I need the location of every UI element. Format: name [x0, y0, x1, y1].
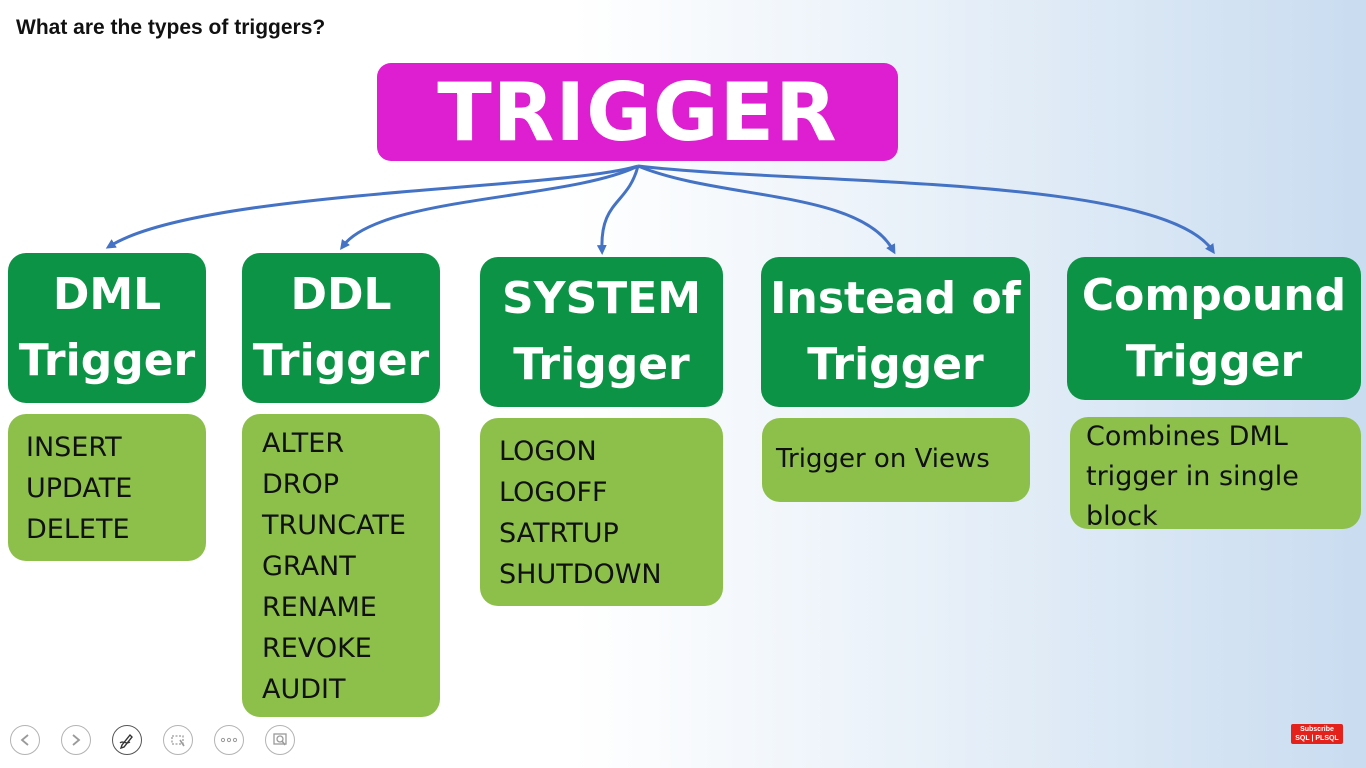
zoom-button[interactable]: [265, 725, 295, 755]
ddl-item: GRANT: [262, 551, 356, 582]
ddl-item: REVOKE: [262, 633, 372, 664]
dml-trigger-box: [8, 253, 206, 403]
compound-trigger-details: [1070, 417, 1361, 532]
pen-tool-button[interactable]: [112, 725, 142, 755]
dml-trigger-title-line2: Trigger: [18, 335, 196, 386]
ddl-trigger-box: [242, 253, 440, 403]
system-trigger-title-line2: Trigger: [513, 339, 690, 390]
pen-icon: [118, 731, 136, 749]
dml-item: INSERT: [26, 432, 122, 463]
system-item: LOGON: [499, 436, 597, 467]
pointer-tool-button[interactable]: [163, 725, 193, 755]
system-trigger-box: [480, 257, 723, 407]
ddl-item: ALTER: [262, 428, 345, 459]
arrow-right-icon: [69, 733, 83, 747]
compound-trigger-title-line1: Compound: [1081, 269, 1347, 321]
instead-of-trigger-box: [761, 257, 1030, 407]
dml-trigger-details: [8, 414, 206, 561]
compound-item: Combines DML: [1086, 421, 1288, 452]
subscribe-badge-line1: Subscribe: [1300, 726, 1334, 733]
slide-heading: What are the types of triggers?: [16, 16, 326, 39]
ddl-trigger-title-line2: Trigger: [252, 335, 430, 386]
ddl-item: DROP: [262, 469, 340, 500]
more-options-button[interactable]: [214, 725, 244, 755]
previous-slide-button[interactable]: [10, 725, 40, 755]
system-item: SHUTDOWN: [499, 559, 662, 590]
trigger-root-box: [377, 63, 898, 161]
connector-to-compound: [638, 166, 1212, 250]
connector-to-dml: [110, 166, 638, 246]
subscribe-badge-line2: SQL | PLSQL: [1295, 735, 1339, 742]
ddl-item: RENAME: [262, 592, 377, 623]
next-slide-button[interactable]: [61, 725, 91, 755]
pointer-icon: [169, 731, 187, 749]
ellipsis-icon: [220, 736, 238, 744]
zoom-icon: [271, 731, 289, 749]
arrow-left-icon: [18, 733, 32, 747]
trigger-root-label: TRIGGER: [437, 65, 838, 159]
system-item: SATRTUP: [499, 518, 619, 549]
ddl-trigger-details: [242, 414, 440, 717]
compound-item: block: [1086, 501, 1158, 532]
compound-item: trigger in single: [1086, 461, 1299, 492]
instead-of-trigger-title-line2: Trigger: [807, 339, 984, 390]
dml-trigger-title-line1: DML: [52, 269, 162, 320]
ddl-trigger-title-line1: DDL: [290, 269, 392, 320]
ddl-item: AUDIT: [262, 674, 346, 705]
dml-item: DELETE: [26, 514, 130, 545]
compound-trigger-box: [1067, 257, 1361, 400]
compound-trigger-title-line2: Trigger: [1125, 335, 1303, 387]
instead-of-trigger-details: [762, 418, 1030, 502]
instead-of-item: Trigger on Views: [776, 444, 990, 474]
dml-item: UPDATE: [26, 473, 133, 504]
system-item: LOGOFF: [499, 477, 608, 508]
system-trigger-title-line1: SYSTEM: [501, 273, 702, 324]
system-trigger-details: [480, 418, 723, 606]
instead-of-trigger-title-line1: Instead of: [770, 273, 1021, 324]
ddl-item: TRUNCATE: [262, 510, 406, 541]
connector-to-ddl: [343, 166, 638, 246]
subscribe-badge[interactable]: [1291, 724, 1343, 744]
